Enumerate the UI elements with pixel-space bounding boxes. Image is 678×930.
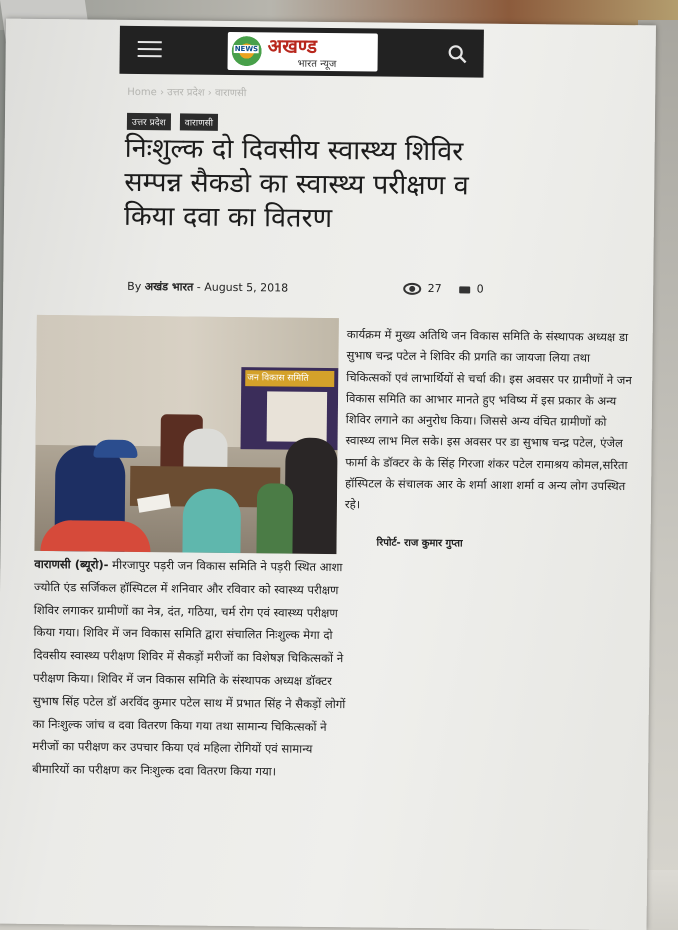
breadcrumb-home[interactable]: Home xyxy=(127,86,157,99)
site-header xyxy=(119,26,483,78)
comment-icon xyxy=(459,286,470,293)
tag-uttar-pradesh[interactable]: उत्तर प्रदेश xyxy=(127,113,171,130)
breadcrumb-separator: › xyxy=(159,87,165,99)
article-title: निःशुल्क दो दिवसीय स्वास्थ्य शिविर सम्पन्न सैकडो का स्वास्थ्य परीक्षण व किया दवा का वितरण xyxy=(123,132,469,235)
photo-patient-cap xyxy=(93,440,137,458)
view-count: 27 xyxy=(427,282,442,296)
comment-count[interactable]: 0 xyxy=(476,282,484,296)
photo-banner-text: जन विकास समिति xyxy=(247,373,309,384)
article-stats xyxy=(403,282,484,296)
photo-child xyxy=(256,483,293,553)
photo-banner-panel xyxy=(267,391,328,442)
logo-news-label: NEWS xyxy=(234,44,259,54)
article-photo xyxy=(34,315,338,554)
site-logo[interactable] xyxy=(227,32,377,72)
printed-page xyxy=(0,19,656,930)
dateline: वाराणसी (ब्यूरो)- xyxy=(34,556,109,572)
breadcrumb-separator: › xyxy=(207,87,212,99)
breadcrumb xyxy=(127,84,246,99)
tag-varanasi[interactable]: वाराणसी xyxy=(180,113,218,130)
author-name[interactable]: अखंड भारत xyxy=(144,280,194,294)
menu-icon[interactable] xyxy=(138,41,162,57)
date-separator: - xyxy=(196,280,201,294)
report-credit: रिपोर्ट- राज कुमार गुप्ता xyxy=(376,537,463,550)
publish-date: August 5, 2018 xyxy=(204,280,289,295)
right-column-text: कार्यक्रम में मुख्य अतिथि जन विकास समिति के संस्थापक अध्यक्ष डा सुभाष चन्द्र पटेल ने शिविर की प्रगति का जायजा लिया तथा चिकित्सकों एवं लाभार्थियों से चर्चा की। इस अवसर पर ग्रामीणों ने जन विकास समिति का आभार मानते हुए भविष्य में इस प्रकार के अन्य शिविर लगाने का अनुरोध किया। जिससे अन्य वंचित ग्रामीणों को स्वास्थ्य लाभ मिल सके। इस अवसर पर डा सुभाष चन्द्र पटेल, एंजेल फार्मा के डॉक्टर के के सिंह गिरजा शंकर पटेल रामाश्रय कोमल,सरिता हॉस्पिटल के संचालक आर के शर्मा आशा शर्मा व अन्य लोग उपस्थित रहे। xyxy=(344,327,632,512)
photo-banner xyxy=(241,367,339,450)
breadcrumb-city[interactable]: वाराणसी xyxy=(214,87,247,100)
main-article-text xyxy=(32,553,350,784)
search-icon[interactable] xyxy=(448,44,468,64)
photo-person-front xyxy=(40,520,150,552)
by-label: By xyxy=(127,279,142,294)
breadcrumb-state[interactable]: उत्तर प्रदेश xyxy=(167,87,205,99)
logo-title: अखण्ड xyxy=(267,35,318,58)
logo-subtitle: भारत न्यूज xyxy=(297,58,337,71)
main-body: मीरजापुर पड़री जन विकास समिति ने पड़री स्थित आशा ज्योति एंड सर्जिकल हॉस्पिटल में शनिवार और रविवार को स्वास्थ्य परीक्षण शिविर लगाकर ग्रामीणों का नेत्र, दंत, गठिया, चर्म रोग एवं स्वास्थ्य परीक्षण किया गया। शिविर में जन विकास समिति द्वारा संचालित निःशुल्क मेगा दो दिवसीय स्वास्थ्य परीक्षण शिविर में सैकड़ों मरीजों का विशेषज्ञ चिकित्सकों ने परीक्षण किया। शिविर में जन विकास समिति के संस्थापक अध्यक्ष डॉक्टर सुभाष सिंह पटेल डॉ अरविंद कुमार पटेल साथ में प्रभात सिंह ने सैकड़ों लोगों का निःशुल्क जांच व दवा वितरण किया गया तथा सामान्य चिकित्सकों ने मरीजों का परीक्षण कर उपचार किया एवं महिला रोगियों एवं सामान्य बीमारियों का परीक्षण कर निःशुल्क दवा वितरण किया गया। xyxy=(32,557,346,779)
eye-icon xyxy=(403,283,421,295)
category-tags xyxy=(127,110,222,131)
photo-person-teal xyxy=(182,488,241,553)
